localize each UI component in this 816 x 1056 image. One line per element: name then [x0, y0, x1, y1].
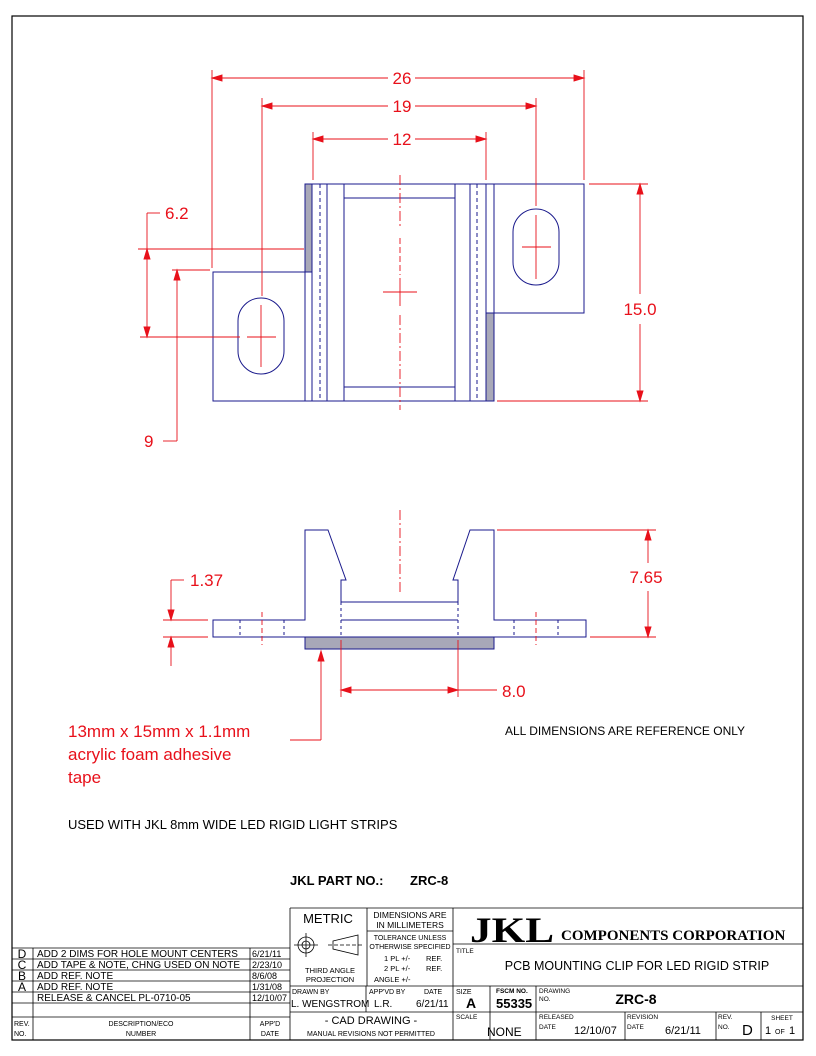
- revision-date: 6/21/11: [665, 1025, 701, 1037]
- released-label: RELEASED: [539, 1014, 574, 1021]
- third-angle-label: THIRD ANGLE: [304, 966, 356, 975]
- released-date-label: DATE: [539, 1024, 556, 1031]
- tol-note-1: TOLERANCE UNLESS: [373, 935, 447, 942]
- drawing-no-label: DRAWING: [539, 988, 571, 995]
- size-value: A: [465, 995, 477, 1011]
- dim-8-0: 8.0: [502, 682, 526, 701]
- drawn-by-label: DRAWN BY: [292, 989, 330, 996]
- manual-revisions-note: MANUAL REVISIONS NOT PERMITTED: [307, 1031, 435, 1038]
- size-label: SIZE: [456, 989, 472, 996]
- rev-date: 2/23/10: [252, 960, 283, 970]
- dim-12: 12: [392, 130, 412, 149]
- revision-rows: [14, 947, 287, 1038]
- released-date: 12/10/07: [574, 1025, 617, 1037]
- tape-note-line2: acrylic foam adhesive: [68, 745, 232, 764]
- dim-15-0: 15.0: [623, 300, 657, 319]
- dimension-labels: [68, 69, 663, 787]
- rev-desc: RELEASE & CANCEL PL-0710-05: [37, 993, 191, 1004]
- revision-date-label: DATE: [627, 1024, 644, 1031]
- rev-date: 8/6/08: [252, 971, 278, 981]
- revision-label: REVISION: [627, 1014, 659, 1021]
- tol-2pl-ref: REF.: [426, 964, 443, 973]
- rev-header-desc2: NUMBER: [125, 1031, 157, 1038]
- fscm-value: 55335: [496, 996, 533, 1011]
- company-name: COMPONENTS CORPORATION: [561, 928, 786, 944]
- dim-9: 9: [144, 432, 154, 451]
- tol-2pl: 2 PL +/-: [384, 964, 411, 973]
- date-label: DATE: [424, 989, 443, 996]
- sheet-number: 1: [765, 1025, 772, 1037]
- drawing-no: ZRC-8: [615, 991, 657, 1007]
- tape-note-line3: tape: [68, 768, 102, 787]
- metric-label: METRIC: [303, 911, 353, 926]
- rev-header-no: NO.: [14, 1031, 27, 1038]
- rev-header-date: DATE: [260, 1031, 280, 1038]
- dim-7-65: 7.65: [629, 568, 663, 587]
- rev-desc: ADD TAPE & NOTE, CHNG USED ON NOTE: [37, 960, 240, 971]
- rev-letter: B: [17, 969, 27, 983]
- projection-label: PROJECTION: [305, 975, 355, 984]
- title-label: TITLE: [456, 948, 474, 955]
- part-no-label: JKL PART NO.:: [290, 873, 384, 888]
- tol-note-2: OTHERWISE SPECIFIED: [369, 944, 451, 951]
- sheet-of: OF: [775, 1029, 785, 1036]
- appvd-date: 6/21/11: [416, 999, 449, 1010]
- top-view: [213, 184, 584, 401]
- top-view-centerlines: [247, 175, 551, 410]
- company-logo: JKL: [470, 910, 554, 950]
- top-view-dimensions: [138, 70, 648, 441]
- appvd-by-label: APP'VD BY: [369, 989, 406, 996]
- side-view-dimensions: [163, 530, 656, 740]
- part-no-value: ZRC-8: [410, 873, 449, 888]
- sheet-total: 1: [789, 1025, 796, 1037]
- usage-note: USED WITH JKL 8mm WIDE LED RIGID LIGHT STRIPS: [68, 817, 398, 832]
- rev-letter: A: [17, 980, 27, 994]
- rev-desc: ADD 2 DIMS FOR HOLE MOUNT CENTERS: [37, 949, 238, 960]
- tol-1pl-ref: REF.: [426, 954, 443, 963]
- tape-note-line1: 13mm x 15mm x 1.1mm: [68, 722, 251, 741]
- reference-note: ALL DIMENSIONS ARE REFERENCE ONLY: [505, 724, 746, 738]
- rev-header-rev: REV.: [14, 1021, 30, 1028]
- rev-letter: D: [17, 947, 27, 961]
- rev-desc: ADD REF. NOTE: [37, 971, 114, 982]
- drawn-by: L. WENGSTROM: [291, 999, 370, 1010]
- scale-value: NONE: [487, 1025, 522, 1039]
- tol-1pl: 1 PL +/-: [384, 954, 411, 963]
- dim-6-2: 6.2: [165, 204, 189, 223]
- sheet-border: [12, 16, 803, 1040]
- fscm-label: FSCM NO.: [496, 988, 528, 995]
- appvd-by: L.R.: [374, 999, 393, 1010]
- rev-no-label: NO.: [718, 1024, 730, 1031]
- side-view: [213, 530, 586, 649]
- rev-desc: ADD REF. NOTE: [37, 982, 114, 993]
- third-angle-projection-icon: [294, 933, 362, 957]
- rev-letter: C: [17, 958, 27, 972]
- rev-date: 12/10/07: [252, 993, 288, 1003]
- tol-angle: ANGLE +/-: [374, 975, 411, 984]
- dim-26: 26: [392, 69, 412, 88]
- dim-19: 19: [392, 97, 412, 116]
- cad-drawing-note: - CAD DRAWING -: [324, 1015, 418, 1027]
- sheet-label: SHEET: [771, 1015, 793, 1022]
- drawing-no-label2: NO.: [539, 996, 551, 1003]
- drawing-title: PCB MOUNTING CLIP FOR LED RIGID STRIP: [504, 959, 770, 973]
- dim-1-37: 1.37: [190, 571, 224, 590]
- dims-note-1: DIMENSIONS ARE: [373, 910, 447, 920]
- rev-date: 1/31/08: [252, 982, 283, 992]
- side-view-centerlines: [262, 510, 536, 645]
- rev-header-appvd: APP'D: [259, 1021, 281, 1028]
- rev-header-desc: DESCRIPTION/ECO: [108, 1021, 174, 1028]
- dims-note-2: IN MILLIMETERS: [376, 920, 444, 930]
- rev-value: D: [742, 1022, 753, 1039]
- rev-date: 6/21/11: [252, 949, 282, 959]
- rev-label: REV.: [718, 1014, 733, 1021]
- scale-label: SCALE: [456, 1014, 478, 1021]
